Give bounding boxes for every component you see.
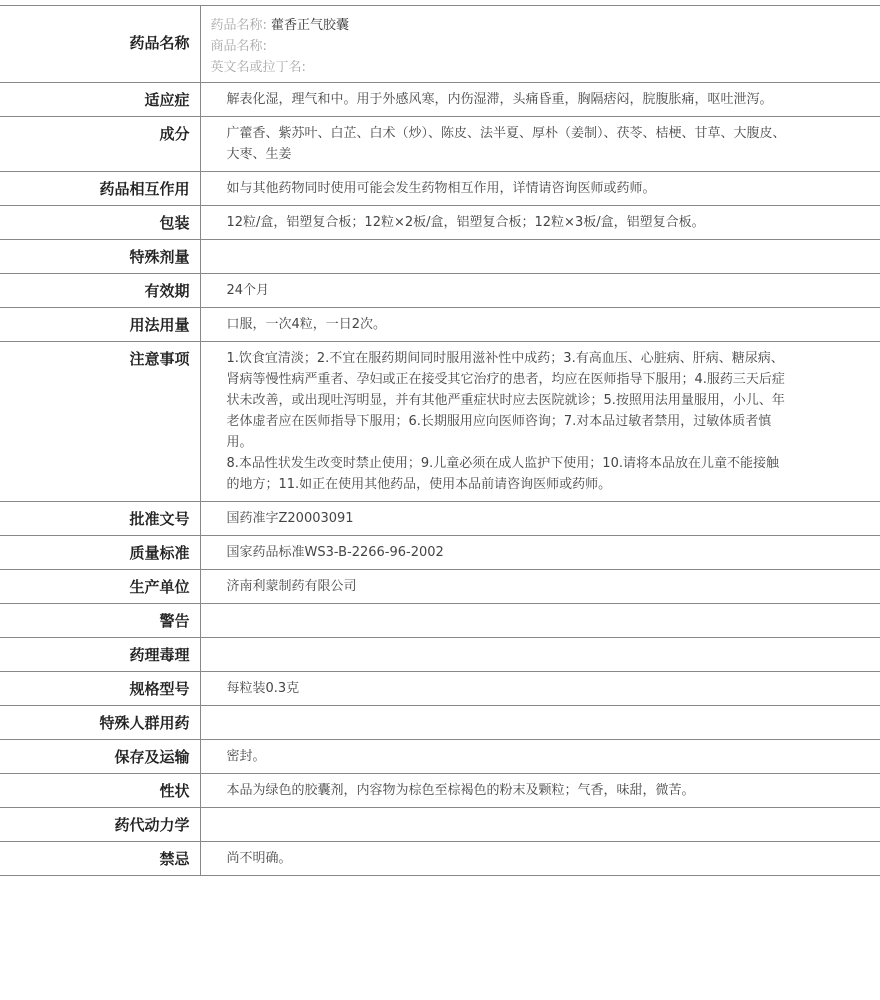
spec-value-warning — [200, 604, 880, 638]
spec-label-text: 药代动力学 — [114, 816, 190, 834]
spec-value-text — [227, 644, 791, 665]
spec-value-contraindications — [200, 842, 880, 876]
drug-spec-table-body — [0, 6, 880, 876]
spec-label-quality-standard — [0, 536, 200, 570]
spec-label-text: 包装 — [159, 214, 190, 232]
spec-row-drug-name — [0, 6, 880, 83]
spec-row-usage — [0, 308, 880, 342]
spec-value-packaging — [200, 206, 880, 240]
spec-value-precautions — [200, 342, 880, 502]
spec-row-approval-number — [0, 502, 880, 536]
spec-value-text: 口服，一次4粒，一日2次。 — [226, 317, 387, 332]
spec-label-text: 适应症 — [144, 91, 190, 109]
spec-value-storage — [200, 740, 880, 774]
spec-label-shelf-life — [0, 274, 200, 308]
spec-value-pharmacology — [200, 638, 880, 672]
drug-spec-table — [0, 5, 880, 876]
spec-value-text — [227, 814, 791, 835]
spec-label-warning — [0, 604, 200, 638]
spec-label-usage — [0, 308, 200, 342]
spec-label-text: 禁忌 — [159, 850, 190, 868]
spec-row-pharmacology — [0, 638, 880, 672]
spec-row-quality-standard — [0, 536, 880, 570]
spec-value-text: 济南利蒙制药有限公司 — [226, 579, 357, 594]
spec-label-approval-number — [0, 502, 200, 536]
spec-value-text: 8.本品性状发生改变时禁止使用；9.儿童必须在成人监护下使用；10.请将本品放在儿童不能接触的地方；11.如正在使用其他药品，使用本品前请咨询医师或药师。 — [226, 456, 779, 492]
spec-value-properties — [200, 774, 880, 808]
spec-value-ingredients — [200, 117, 880, 172]
spec-label-properties — [0, 774, 200, 808]
spec-value-special-population — [200, 706, 880, 740]
spec-value-indications — [200, 83, 880, 117]
spec-row-pharmacokinetics — [0, 808, 880, 842]
spec-label-text: 药理毒理 — [129, 646, 190, 664]
spec-row-packaging — [0, 206, 880, 240]
spec-label-text: 特殊人群用药 — [99, 714, 190, 732]
spec-value-special-dosage — [200, 240, 880, 274]
trade-name-line — [211, 36, 871, 57]
spec-label-text: 注意事项 — [129, 350, 190, 368]
spec-value-specification — [200, 672, 880, 706]
spec-label-text: 成分 — [159, 125, 190, 143]
generic-name-label: 药品名称: — [210, 18, 267, 33]
spec-value-text: 尚不明确。 — [226, 851, 292, 866]
english-name-label: 英文名或拉丁名: — [210, 60, 306, 75]
trade-name-label: 商品名称: — [210, 39, 267, 54]
spec-value-text: 每粒装0.3克 — [226, 681, 300, 696]
spec-row-contraindications — [0, 842, 880, 876]
spec-label-text: 生产单位 — [129, 578, 190, 596]
spec-row-specification — [0, 672, 880, 706]
spec-value-shelf-life — [200, 274, 880, 308]
spec-row-special-dosage — [0, 240, 880, 274]
spec-value-text: 24个月 — [226, 283, 270, 298]
spec-row-special-population — [0, 706, 880, 740]
spec-row-precautions — [0, 342, 880, 502]
spec-value-interactions — [200, 172, 880, 206]
spec-label-text: 有效期 — [144, 282, 190, 300]
spec-label-pharmacokinetics — [0, 808, 200, 842]
spec-value-usage — [200, 308, 880, 342]
spec-value-pharmacokinetics — [200, 808, 880, 842]
spec-row-indications — [0, 83, 880, 117]
spec-row-manufacturer — [0, 570, 880, 604]
spec-label-text: 特殊剂量 — [129, 248, 190, 266]
spec-label-text: 药品相互作用 — [99, 180, 190, 198]
spec-value-quality-standard — [200, 536, 880, 570]
spec-value-text — [227, 610, 791, 631]
spec-label-text: 批准文号 — [129, 510, 190, 528]
spec-label-packaging — [0, 206, 200, 240]
spec-label-interactions — [0, 172, 200, 206]
spec-value-manufacturer — [200, 570, 880, 604]
spec-label-pharmacology — [0, 638, 200, 672]
spec-label-special-dosage — [0, 240, 200, 274]
spec-value-text: 解表化湿，理气和中。用于外感风寒，内伤湿滞，头痛昏重，胸隔痞闷，脘腹胀痛，呕吐泄泻。 — [226, 92, 773, 107]
spec-label-specification — [0, 672, 200, 706]
spec-label-special-population — [0, 706, 200, 740]
spec-value-text: 1.饮食宜清淡；2.不宜在服药期间同时服用滋补性中成药；3.有高血压、心脏病、肝病、糖尿病、肾病等慢性病严重者、孕妇或正在接受其它治疗的患者，均应在医师指导下服用；4.服药三天后症状未改善，或出现吐泻明显，并有其他严重症状时应去医院就诊；5.按照用法用量服用，小儿、年老体虚者应在医师指导下服用；6.长期服用应向医师咨询；7.对本品过敏者禁用，过敏体质者慎用。 — [226, 351, 785, 450]
spec-label-text: 用法用量 — [129, 316, 190, 334]
spec-value-text: 如与其他药物同时使用可能会发生药物相互作用，详情请咨询医师或药师。 — [226, 181, 656, 196]
spec-label-drug-name — [0, 6, 200, 83]
spec-row-ingredients — [0, 117, 880, 172]
spec-label-text: 性状 — [159, 782, 190, 800]
spec-row-properties — [0, 774, 880, 808]
spec-label-ingredients — [0, 117, 200, 172]
spec-row-storage — [0, 740, 880, 774]
spec-label-text: 质量标准 — [129, 544, 190, 562]
spec-value-text: 密封。 — [226, 749, 266, 764]
spec-row-shelf-life — [0, 274, 880, 308]
generic-name-value: 藿香正气胶囊 — [271, 18, 350, 33]
spec-value-text: 国家药品标准WS3-B-2266-96-2002 — [226, 545, 444, 560]
spec-value-approval-number — [200, 502, 880, 536]
generic-name-line — [211, 15, 871, 36]
spec-label-text: 药品名称 — [129, 34, 190, 52]
spec-label-text: 警告 — [159, 612, 190, 630]
spec-value-text: 本品为绿色的胶囊剂，内容物为棕色至棕褐色的粉末及颗粒；气香，味甜，微苦。 — [226, 783, 695, 798]
spec-label-text: 保存及运输 — [114, 748, 190, 766]
spec-label-precautions — [0, 342, 200, 502]
english-name-line — [211, 57, 871, 78]
spec-label-text: 规格型号 — [129, 680, 190, 698]
spec-value-text: 广藿香、紫苏叶、白芷、白术（炒）、陈皮、法半夏、厚朴（姜制）、茯苓、桔梗、甘草、大腹皮、大枣、生姜 — [226, 126, 786, 162]
spec-label-contraindications — [0, 842, 200, 876]
spec-row-interactions — [0, 172, 880, 206]
spec-label-indications — [0, 83, 200, 117]
spec-value-text — [227, 246, 791, 267]
spec-row-warning — [0, 604, 880, 638]
spec-label-manufacturer — [0, 570, 200, 604]
spec-value-text: 12粒/盒，铝塑复合板；12粒×2板/盒，铝塑复合板；12粒×3板/盒，铝塑复合板。 — [226, 215, 705, 230]
spec-value-drug-name — [200, 6, 880, 83]
spec-value-text — [227, 712, 791, 733]
spec-value-text: 国药准字Z20003091 — [226, 511, 354, 526]
spec-label-storage — [0, 740, 200, 774]
